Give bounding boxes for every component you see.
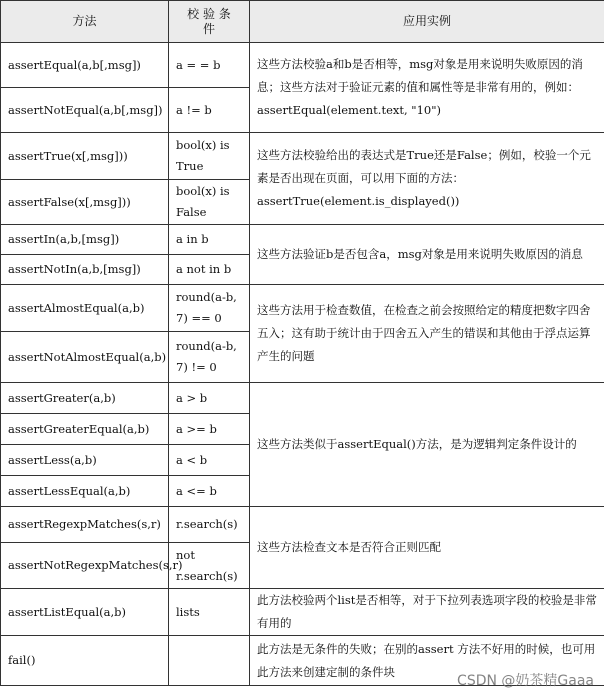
table-row [1, 383, 604, 414]
description-cell: 这些方法类似于assertEqual()方法，是为逻辑判定条件设计的 [250, 383, 604, 507]
description-example: assertTrue(element.is_displayed()) [257, 194, 460, 208]
table-row [1, 507, 604, 543]
header-condition: 校 验 条 件 [169, 1, 250, 43]
description-cell: 此方法校验两个list是否相等，对于下拉列表选项字段的校验是非常有用的 [250, 589, 604, 636]
method-cell: assertRegexpMatches(s,r) [1, 507, 169, 543]
condition-cell: lists [169, 589, 250, 636]
condition-cell: bool(x) is True [169, 133, 250, 180]
table-row [1, 225, 604, 255]
description-cell: 此方法是无条件的失败；在别的assert 方法不好用的时候，也可用此方法来创建定制的条件块 [250, 636, 604, 686]
table-row [1, 43, 604, 88]
method-cell: assertGreaterEqual(a,b) [1, 414, 169, 445]
description-cell: 这些方法验证b是否包含a，msg对象是用来说明失败原因的消息 [250, 225, 604, 285]
method-cell: assertLess(a,b) [1, 445, 169, 476]
condition-cell: round(a-b, 7) != 0 [169, 332, 250, 383]
condition-cell: r.search(s) [169, 507, 250, 543]
method-cell: assertIn(a,b,[msg]) [1, 225, 169, 255]
table-row [1, 133, 604, 180]
method-cell: assertEqual(a,b[,msg]) [1, 43, 169, 88]
description-cell: 这些方法用于检查数值，在检查之前会按照给定的精度把数字四舍五入；这有助于统计由于四舍五入产生的错误和其他由于浮点运算产生的问题 [250, 285, 604, 383]
method-cell: assertAlmostEqual(a,b) [1, 285, 169, 332]
header-method: 方法 [1, 1, 169, 43]
description-text: 这些方法校验a和b是否相等，msg对象是用来说明失败原因的消息；这些方法对于验证元素的值和属性等是非常有用的，例如： [257, 57, 583, 94]
description-example: assertEqual(element.text, "10") [257, 103, 441, 117]
description-text: 这些方法校验给出的表达式是True还是False；例如，校验一个元素是否出现在页面，可以用下面的方法： [257, 148, 591, 185]
method-cell: assertNotAlmostEqual(a,b) [1, 332, 169, 383]
condition-cell: a >= b [169, 414, 250, 445]
method-cell: assertGreater(a,b) [1, 383, 169, 414]
condition-cell [169, 636, 250, 686]
header-row [1, 1, 604, 43]
description-cell [250, 133, 604, 225]
condition-cell: a = = b [169, 43, 250, 88]
table-row [1, 589, 604, 636]
method-cell: assertNotIn(a,b,[msg]) [1, 255, 169, 285]
condition-cell: a not in b [169, 255, 250, 285]
method-cell: assertNotRegexpMatches(s,r) [1, 543, 169, 589]
watermark: CSDN @奶茶精Gaaa [457, 673, 594, 689]
condition-cell: a > b [169, 383, 250, 414]
method-cell: assertListEqual(a,b) [1, 589, 169, 636]
method-cell: assertLessEqual(a,b) [1, 476, 169, 507]
condition-cell: a in b [169, 225, 250, 255]
header-example: 应用实例 [250, 1, 604, 43]
condition-cell: bool(x) is False [169, 180, 250, 225]
table-row [1, 285, 604, 332]
method-cell: fail() [1, 636, 169, 686]
method-cell: assertNotEqual(a,b[,msg]) [1, 88, 169, 133]
description-cell [250, 43, 604, 133]
condition-cell: round(a-b, 7) == 0 [169, 285, 250, 332]
condition-cell: a != b [169, 88, 250, 133]
description-cell: 这些方法检查文本是否符合正则匹配 [250, 507, 604, 589]
condition-cell: a < b [169, 445, 250, 476]
condition-cell: a <= b [169, 476, 250, 507]
method-cell: assertTrue(x[,msg])) [1, 133, 169, 180]
condition-cell: not r.search(s) [169, 543, 250, 589]
method-cell: assertFalse(x[,msg])) [1, 180, 169, 225]
